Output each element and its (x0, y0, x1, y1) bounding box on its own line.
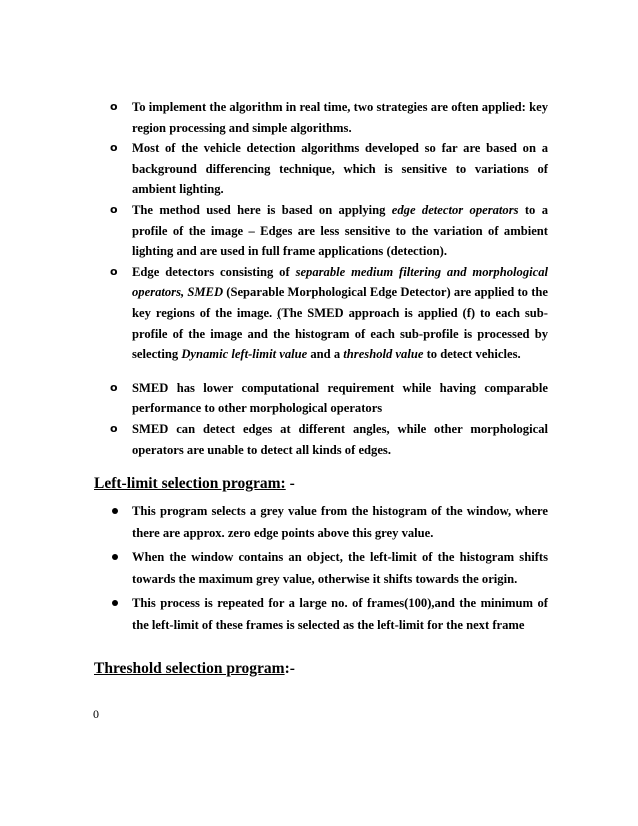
section-heading-threshold-suffix: :- (284, 660, 295, 677)
list-item-text: The method used here is based on applying (132, 202, 392, 217)
list-item (108, 547, 548, 590)
list-item-text: Most of the vehicle detection algorithms developed so far are based on a background differencing technique, which is sensitive to variations of ambient lighting. (132, 141, 548, 197)
list-item-text: edge detector operators (391, 202, 519, 217)
list-item-text: This process is repeated for a large no. of frames(100),and the minimum of the left-limit of these frames is selected as the left-limit for the next frame (132, 596, 548, 632)
hollow-bullet-icon: o (110, 100, 118, 113)
section-heading-threshold (94, 659, 295, 679)
list-item (108, 501, 548, 544)
hollow-bullet-icon: o (110, 421, 118, 435)
list-item-text: to a profile of the image – Edges are less sensitive to the variation of ambient lighting and are used in full frame applications (detection). (132, 202, 548, 259)
list-item (108, 593, 548, 636)
hollow-bullet-icon: o (110, 141, 118, 155)
section-heading-left-limit-suffix: - (285, 475, 295, 492)
hollow-bullet-icon: o (110, 380, 118, 394)
list-item (108, 97, 548, 138)
section-heading-threshold-text: Threshold selection program (94, 660, 285, 677)
list-item-text: Dynamic left-limit value (181, 347, 308, 362)
list-item-text: This program selects a grey value from the histogram of the window, where there are approx. zero edge points above this grey value. (132, 504, 548, 540)
page-number: 0 (93, 707, 99, 721)
list-item (108, 200, 548, 262)
list-item-text: SMED has lower computational requirement while having comparable performance to other morphological operators (132, 380, 548, 416)
bullet-dot-icon (112, 600, 118, 606)
list-item-text: (Separable Morphological Edge Detector) are applied to the key regions of the image. (132, 285, 548, 320)
bullet-dot-icon (112, 554, 118, 560)
list-item-text: To implement the algorithm in real time, two strategies are often applied: key region processing and simple algorithms. (132, 100, 548, 135)
list-item-text: The SMED approach is applied (f) to each sub-profile of the image and the histogram of each sub-profile is processed by selecting (132, 305, 548, 362)
section-heading-left-limit-text: Left-limit selection program: (94, 475, 286, 492)
list-item-text: threshold value (343, 347, 424, 362)
list-item (108, 262, 548, 365)
bullet-list-left-limit (108, 501, 548, 639)
list-item-text: and a (307, 347, 344, 362)
list-item (108, 419, 548, 460)
list-item-text: separable medium filtering and morphological operators, SMED (132, 264, 548, 300)
bullet-list-overview (108, 97, 548, 460)
list-item-text: ( (277, 305, 282, 320)
list-item-text: Edge detectors consisting of (132, 264, 296, 279)
list-item-text: When the window contains an object, the left-limit of the histogram shifts towards the maximum grey value, otherwise it shifts towards the origin. (132, 550, 548, 586)
hollow-bullet-icon: o (110, 264, 118, 278)
list-item (108, 378, 548, 419)
list-item-text: SMED can detect edges at different angles, while other morphological operators are unable to detect all kinds of edges. (132, 421, 548, 457)
list-item-text: to detect vehicles. (423, 347, 521, 362)
section-heading-left-limit (94, 474, 295, 494)
hollow-bullet-icon: o (110, 202, 118, 216)
bullet-dot-icon (112, 508, 118, 514)
list-spacer (108, 365, 548, 378)
list-item (108, 138, 548, 200)
